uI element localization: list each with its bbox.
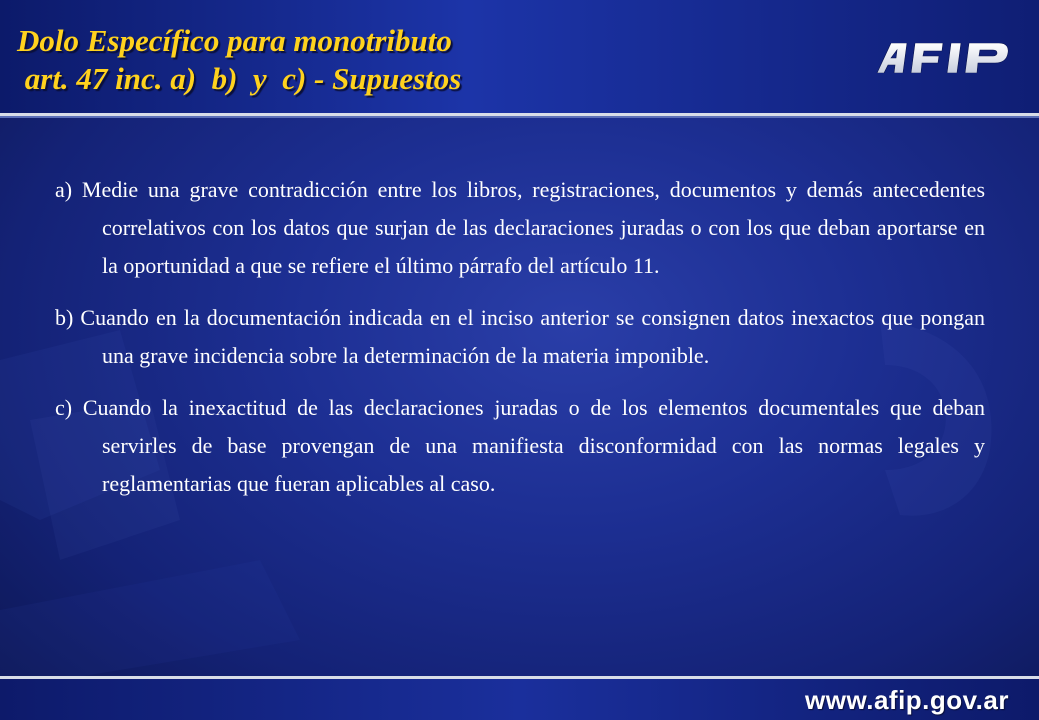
title-line-2: art. 47 inc. a) b) y c) - Supuestos [17, 61, 462, 96]
paragraph-c: c) Cuando la inexactitud de las declaraciones juradas o de los elementos documentales que deban servirles de base provengan de una manifiesta disconformidad con las normas legales y reglamentarias que fueran aplicables al caso. [55, 395, 985, 496]
paragraph-b: b) Cuando en la documentación indicada en el inciso anterior se consignen datos inexactos que pongan una grave incidencia sobre la determinación de la materia imponible. [55, 305, 985, 368]
afip-logo [873, 43, 1009, 73]
slide-header [0, 0, 1039, 116]
paragraph-a: a) Medie una grave contradicción entre los libros, registraciones, documentos y demás antecedentes correlativos con los datos que surjan de las declaraciones juradas o con los que deban aportarse en la oportunidad a que se refiere el último párrafo del artículo 11. [55, 177, 985, 278]
slide-footer [0, 676, 1039, 720]
title-line-1: Dolo Específico para monotributo [17, 23, 452, 58]
slide-title [17, 22, 461, 98]
footer-url: www.afip.gov.ar [805, 685, 1009, 715]
slide-body [55, 171, 985, 517]
